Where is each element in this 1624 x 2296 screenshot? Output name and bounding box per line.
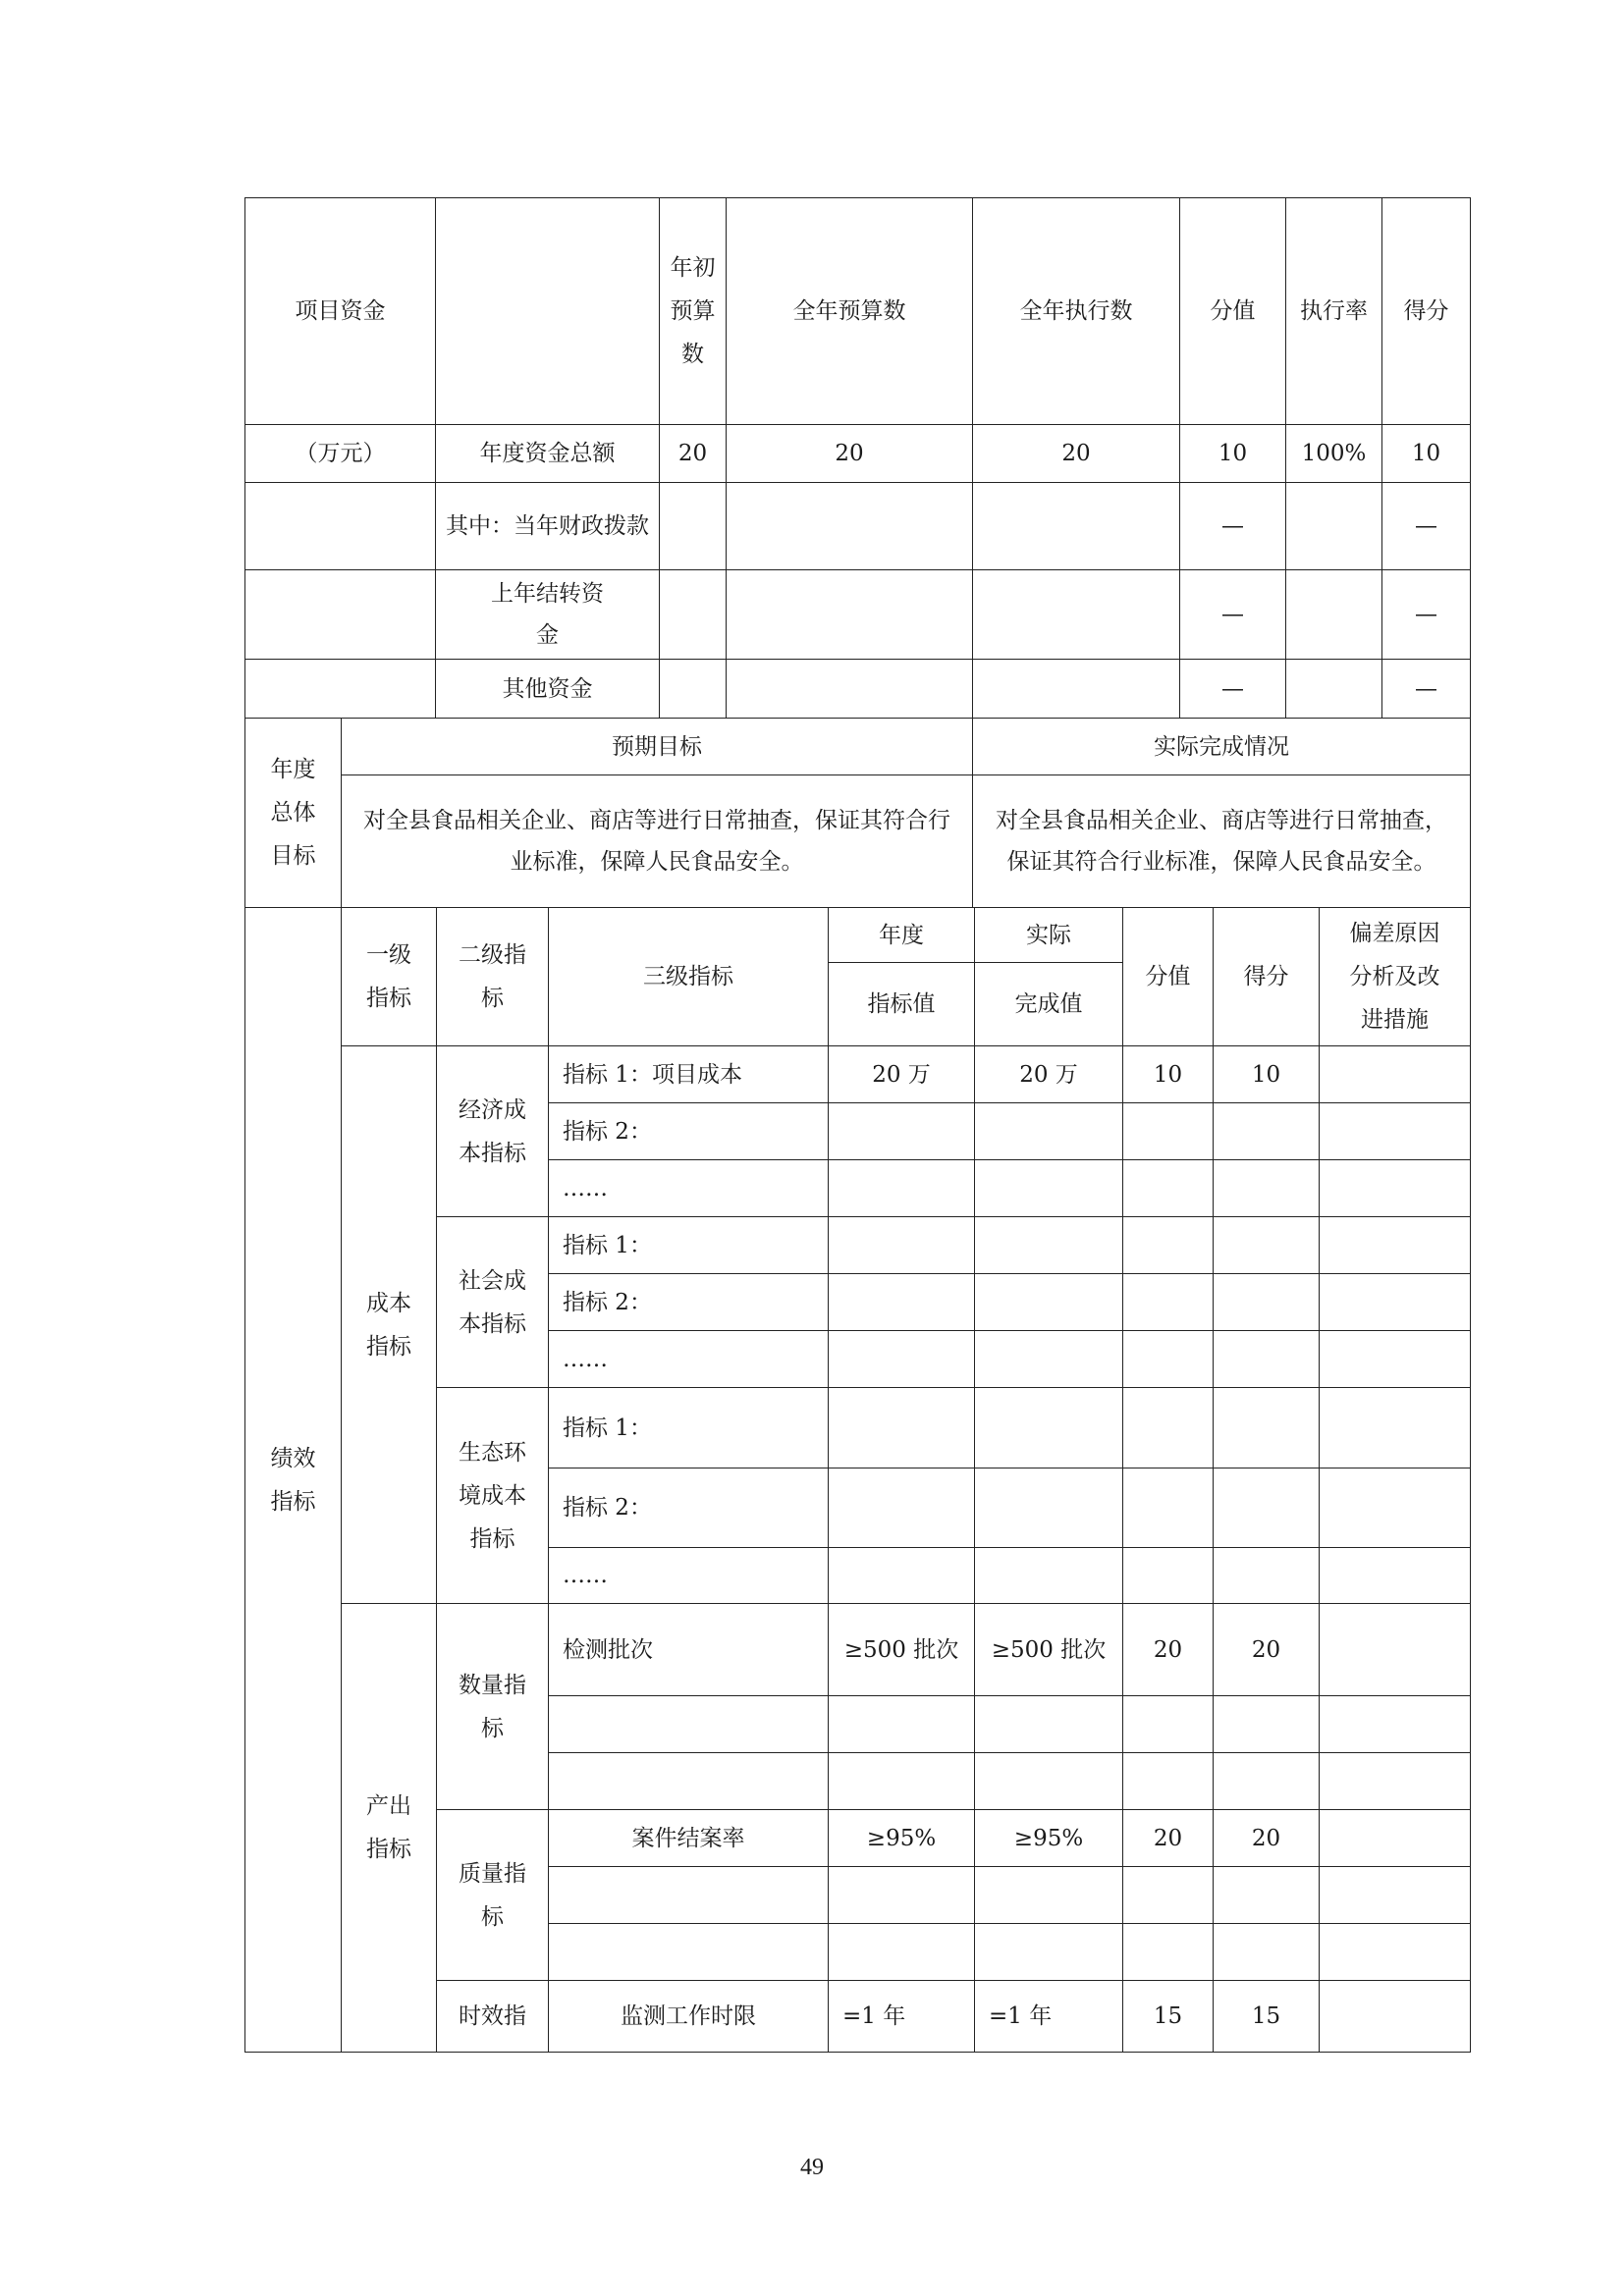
indicator-name: 指标 1： bbox=[549, 1388, 829, 1468]
perf-header-row-1 bbox=[245, 908, 1471, 963]
indicator-score: 10 bbox=[1214, 1046, 1320, 1103]
expected-goal-text: 对全县食品相关企业、商店等进行日常抽查，保证其符合行业标准，保障人民食品安全。 bbox=[342, 775, 973, 908]
funds-carryover-row bbox=[245, 570, 1471, 660]
total-budget: 20 bbox=[727, 425, 973, 483]
other-value: — bbox=[1180, 660, 1286, 719]
actual-value-header-bottom: 完成值 bbox=[975, 963, 1123, 1046]
economic-cost-label: 经济成本指标 bbox=[437, 1046, 549, 1217]
indicator-target: ≥500 批次 bbox=[829, 1604, 975, 1696]
indicator-score: 20 bbox=[1214, 1810, 1320, 1867]
total-score: 10 bbox=[1382, 425, 1471, 483]
eco-cost-label: 生态环境成本指标 bbox=[437, 1388, 549, 1604]
perf-label: 绩效指标 bbox=[245, 908, 342, 2053]
cost-indicators-label: 成本指标 bbox=[342, 1046, 437, 1604]
actual-value-header-top: 实际 bbox=[975, 908, 1123, 963]
initial-budget-header: 年初预算数 bbox=[660, 198, 727, 425]
indicator-actual: ≥95% bbox=[975, 1810, 1123, 1867]
exec-rate-header: 执行率 bbox=[1286, 198, 1382, 425]
indicator-name: …… bbox=[549, 1331, 829, 1388]
indicator-name: 指标 2： bbox=[549, 1103, 829, 1160]
fiscal-value: — bbox=[1180, 483, 1286, 570]
funds-other-row bbox=[245, 660, 1471, 719]
performance-table bbox=[244, 907, 1471, 2053]
indicator-name: 指标 1：项目成本 bbox=[549, 1046, 829, 1103]
total-rate: 100% bbox=[1286, 425, 1382, 483]
page-number: 49 bbox=[800, 2155, 824, 2180]
quality-indicator-label: 质量指标 bbox=[437, 1810, 549, 1981]
output-indicators-label: 产出指标 bbox=[342, 1604, 437, 2053]
indicator-actual: =1 年 bbox=[975, 1981, 1123, 2053]
indicator-target: ≥95% bbox=[829, 1810, 975, 1867]
indicator-value: 20 bbox=[1123, 1604, 1214, 1696]
indicator-name: 检测批次 bbox=[549, 1604, 829, 1696]
score-value-header: 分值 bbox=[1180, 198, 1286, 425]
indicator-value: 15 bbox=[1123, 1981, 1214, 2053]
actual-goal-header: 实际完成情况 bbox=[973, 719, 1471, 775]
carryover-value: — bbox=[1180, 570, 1286, 660]
funds-blank-header bbox=[436, 198, 660, 425]
funds-header-row bbox=[245, 198, 1471, 425]
annual-target-header-top: 年度 bbox=[829, 908, 975, 963]
actual-goal-text: 对全县食品相关企业、商店等进行日常抽查，保证其符合行业标准，保障人民食品安全。 bbox=[973, 775, 1471, 908]
goals-table bbox=[244, 718, 1471, 908]
indicator-name: 监测工作时限 bbox=[549, 1981, 829, 2053]
funds-fiscal-row bbox=[245, 483, 1471, 570]
indicator-actual: ≥500 批次 bbox=[975, 1604, 1123, 1696]
quantity-indicator-label: 数量指标 bbox=[437, 1604, 549, 1810]
indicator-target: =1 年 bbox=[829, 1981, 975, 2053]
funds-total-row bbox=[245, 425, 1471, 483]
indicator-actual: 20 万 bbox=[975, 1046, 1123, 1103]
goals-label: 年度总体目标 bbox=[245, 719, 342, 908]
deviation-header: 偏差原因分析及改进措施 bbox=[1320, 908, 1471, 1046]
funds-label: 项目资金 bbox=[245, 198, 436, 425]
annual-executed-header: 全年执行数 bbox=[973, 198, 1180, 425]
indicator-name: 案件结案率 bbox=[549, 1810, 829, 1867]
other-score: — bbox=[1382, 660, 1471, 719]
indicator-name: …… bbox=[549, 1160, 829, 1217]
indicator-score: 20 bbox=[1214, 1604, 1320, 1696]
level3-header: 三级指标 bbox=[549, 908, 829, 1046]
indicator-name: 指标 2： bbox=[549, 1468, 829, 1548]
indicator-target: 20 万 bbox=[829, 1046, 975, 1103]
indicator-name: 指标 2： bbox=[549, 1274, 829, 1331]
total-initial: 20 bbox=[660, 425, 727, 483]
goals-header-row bbox=[245, 719, 1471, 775]
total-executed: 20 bbox=[973, 425, 1180, 483]
goals-content-row bbox=[245, 775, 1471, 908]
perf-score-header: 得分 bbox=[1214, 908, 1320, 1046]
annual-budget-header: 全年预算数 bbox=[727, 198, 973, 425]
level1-header: 一级指标 bbox=[342, 908, 437, 1046]
social-cost-label: 社会成本指标 bbox=[437, 1217, 549, 1388]
total-label: 年度资金总额 bbox=[436, 425, 660, 483]
score-header: 得分 bbox=[1382, 198, 1471, 425]
perf-score-value-header: 分值 bbox=[1123, 908, 1214, 1046]
table-row bbox=[245, 1046, 1471, 1103]
timeliness-indicator-label: 时效指 bbox=[437, 1981, 549, 2053]
indicator-value: 20 bbox=[1123, 1810, 1214, 1867]
table-row bbox=[245, 1604, 1471, 1696]
indicator-score: 15 bbox=[1214, 1981, 1320, 2053]
indicator-name: …… bbox=[549, 1548, 829, 1604]
level2-header: 二级指标 bbox=[437, 908, 549, 1046]
indicator-name: 指标 1： bbox=[549, 1217, 829, 1274]
funds-unit: （万元） bbox=[245, 425, 436, 483]
fiscal-score: — bbox=[1382, 483, 1471, 570]
expected-goal-header: 预期目标 bbox=[342, 719, 973, 775]
annual-target-header-bottom: 指标值 bbox=[829, 963, 975, 1046]
funds-table bbox=[244, 197, 1471, 719]
indicator-value: 10 bbox=[1123, 1046, 1214, 1103]
carryover-label: 上年结转资金 bbox=[436, 570, 660, 660]
other-label: 其他资金 bbox=[436, 660, 660, 719]
carryover-score: — bbox=[1382, 570, 1471, 660]
fiscal-label: 其中：当年财政拨款 bbox=[436, 483, 660, 570]
total-value: 10 bbox=[1180, 425, 1286, 483]
